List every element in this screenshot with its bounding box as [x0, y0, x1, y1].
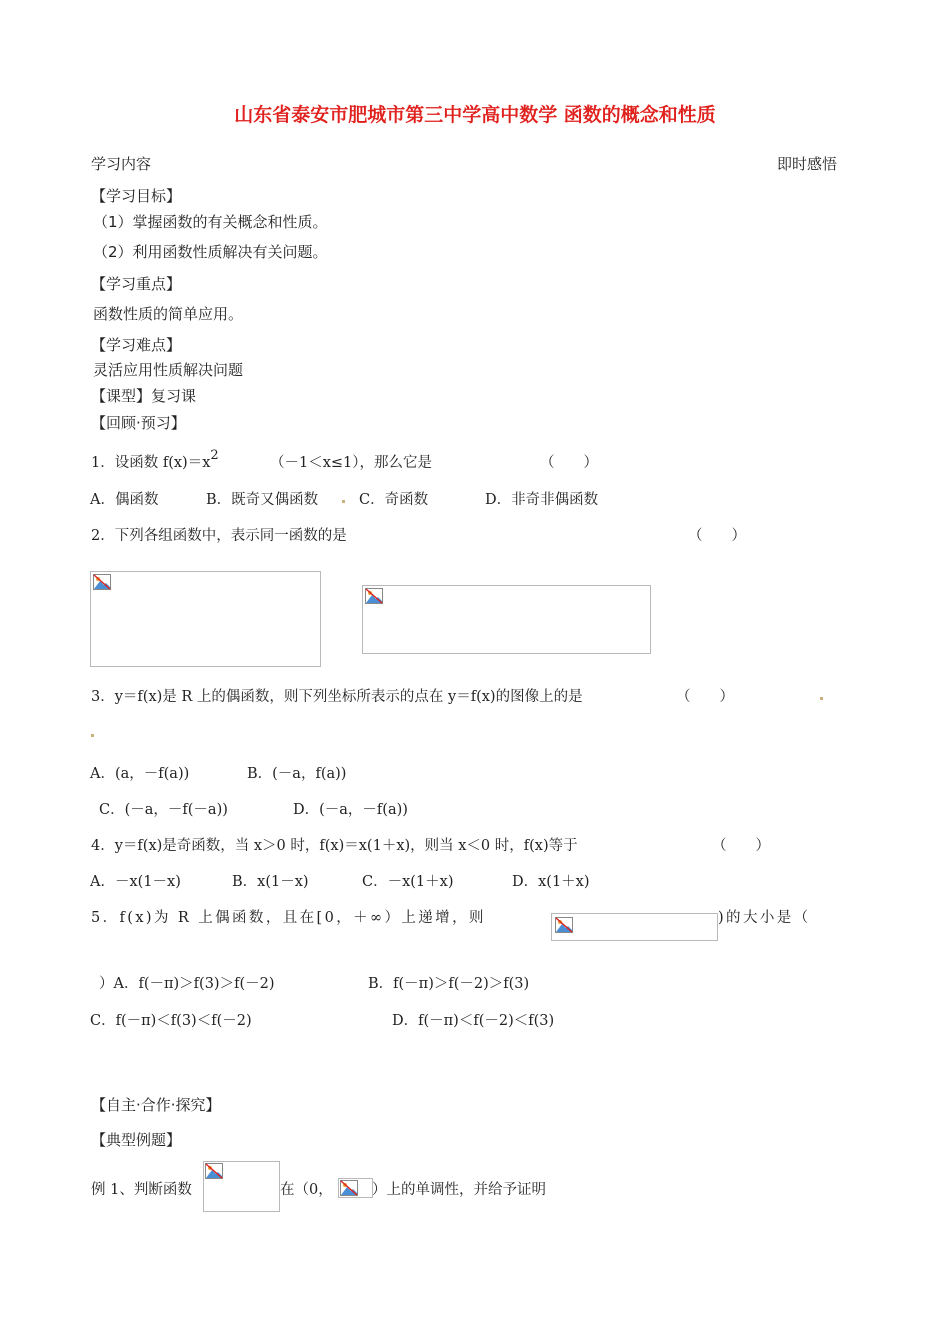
q1-option-c: C．奇函数: [359, 492, 429, 508]
q5-option-d: D．f(－π)＜f(－2)＜f(3): [392, 1013, 555, 1029]
q2-image-right: [362, 585, 651, 654]
q3-option-b: B．(－a，f(a)): [247, 766, 347, 782]
q3-option-c: C．(－a，－f(－a)): [99, 802, 228, 818]
q1-option-a: A．偶函数: [90, 492, 159, 508]
goal-item-1: （1）掌握函数的有关概念和性质。: [93, 213, 328, 231]
q4-option-c: C．－x(1＋x): [362, 874, 454, 890]
example-1-end: ）上的单调性，并给予证明: [372, 1182, 546, 1198]
q3-option-a: A．(a，－f(a)): [90, 766, 190, 782]
example-1-interval-start: 在（0，: [280, 1182, 333, 1198]
explore-heading: 【自主·合作·探究】: [91, 1096, 221, 1114]
q5-option-c: C．f(－π)＜f(3)＜f(－2): [90, 1013, 252, 1029]
scan-speck: [91, 734, 94, 737]
q4-option-a: A．－x(1－x): [90, 874, 181, 890]
goals-heading: 【学习目标】: [91, 187, 182, 205]
q1-stem-start: 1．设函数 f(x)＝x: [91, 455, 211, 471]
key-text: 函数性质的简单应用。: [93, 305, 244, 323]
review-heading: 【回顾·预习】: [91, 414, 186, 432]
q4-stem: 4．y＝f(x)是奇函数，当 x＞0 时，f(x)＝x(1＋x)，则当 x＜0 时，f(x)等于: [91, 838, 578, 854]
difficulty-heading: 【学习难点】: [91, 336, 182, 354]
goal-item-2: （2）利用函数性质解决有关问题。: [93, 243, 328, 261]
example-1-start: 例 1、判断函数: [91, 1182, 192, 1198]
q2-stem: 2．下列各组函数中，表示同一函数的是: [91, 528, 347, 544]
scan-speck: [820, 697, 823, 700]
q1-answer-bracket: （ ）: [540, 455, 598, 471]
example-1-infinity-image: [338, 1178, 373, 1198]
q4-option-d: D．x(1＋x): [512, 874, 590, 890]
q3-answer-bracket: （ ）: [676, 689, 734, 705]
q4-answer-bracket: （ ）: [712, 838, 770, 854]
lesson-type: 【课型】复习课: [91, 387, 197, 405]
q2-image-left: [90, 571, 321, 667]
page-title: 山东省泰安市肥城市第三中学高中数学 函数的概念和性质: [234, 104, 716, 126]
broken-image-icon: [555, 917, 573, 933]
q2-answer-bracket: （ ）: [688, 528, 746, 544]
q1-stem: [91, 448, 219, 472]
q1-option-b: B．既奇又偶函数: [206, 492, 319, 508]
q3-stem: 3．y＝f(x)是 R 上的偶函数，则下列坐标所表示的点在 y＝f(x)的图像上的是: [91, 689, 583, 705]
q5-stem: 5．f(x)为 R 上偶函数，且在[0，＋∞）上递增，则: [91, 910, 486, 926]
q1-exponent: 2: [210, 448, 219, 463]
header-left-label: 学习内容: [91, 155, 152, 173]
examples-heading: 【典型例题】: [91, 1131, 182, 1149]
q5-option-a: ）A．f(－π)＞f(3)＞f(－2): [99, 976, 275, 992]
broken-image-icon: [205, 1163, 223, 1179]
q4-option-b: B．x(1－x): [232, 874, 309, 890]
header-right-label: 即时感悟: [777, 155, 838, 173]
difficulty-text: 灵活应用性质解决问题: [93, 361, 244, 379]
q5-stem-end: )的大小是（: [718, 910, 811, 926]
q1-stem-condition: （－1＜x≤1），那么它是: [270, 455, 433, 471]
q3-option-d: D．(－a，－f(a)): [293, 802, 408, 818]
broken-image-icon: [93, 574, 111, 590]
example-1-function-image: [203, 1161, 280, 1212]
q5-option-b: B．f(－π)＞f(－2)＞f(3): [368, 976, 530, 992]
q5-formula-image: [551, 913, 718, 941]
broken-image-icon: [365, 588, 383, 604]
scan-speck: [342, 500, 345, 503]
broken-image-icon: [340, 1180, 358, 1196]
key-heading: 【学习重点】: [91, 275, 182, 293]
q1-option-d: D．非奇非偶函数: [485, 492, 599, 508]
